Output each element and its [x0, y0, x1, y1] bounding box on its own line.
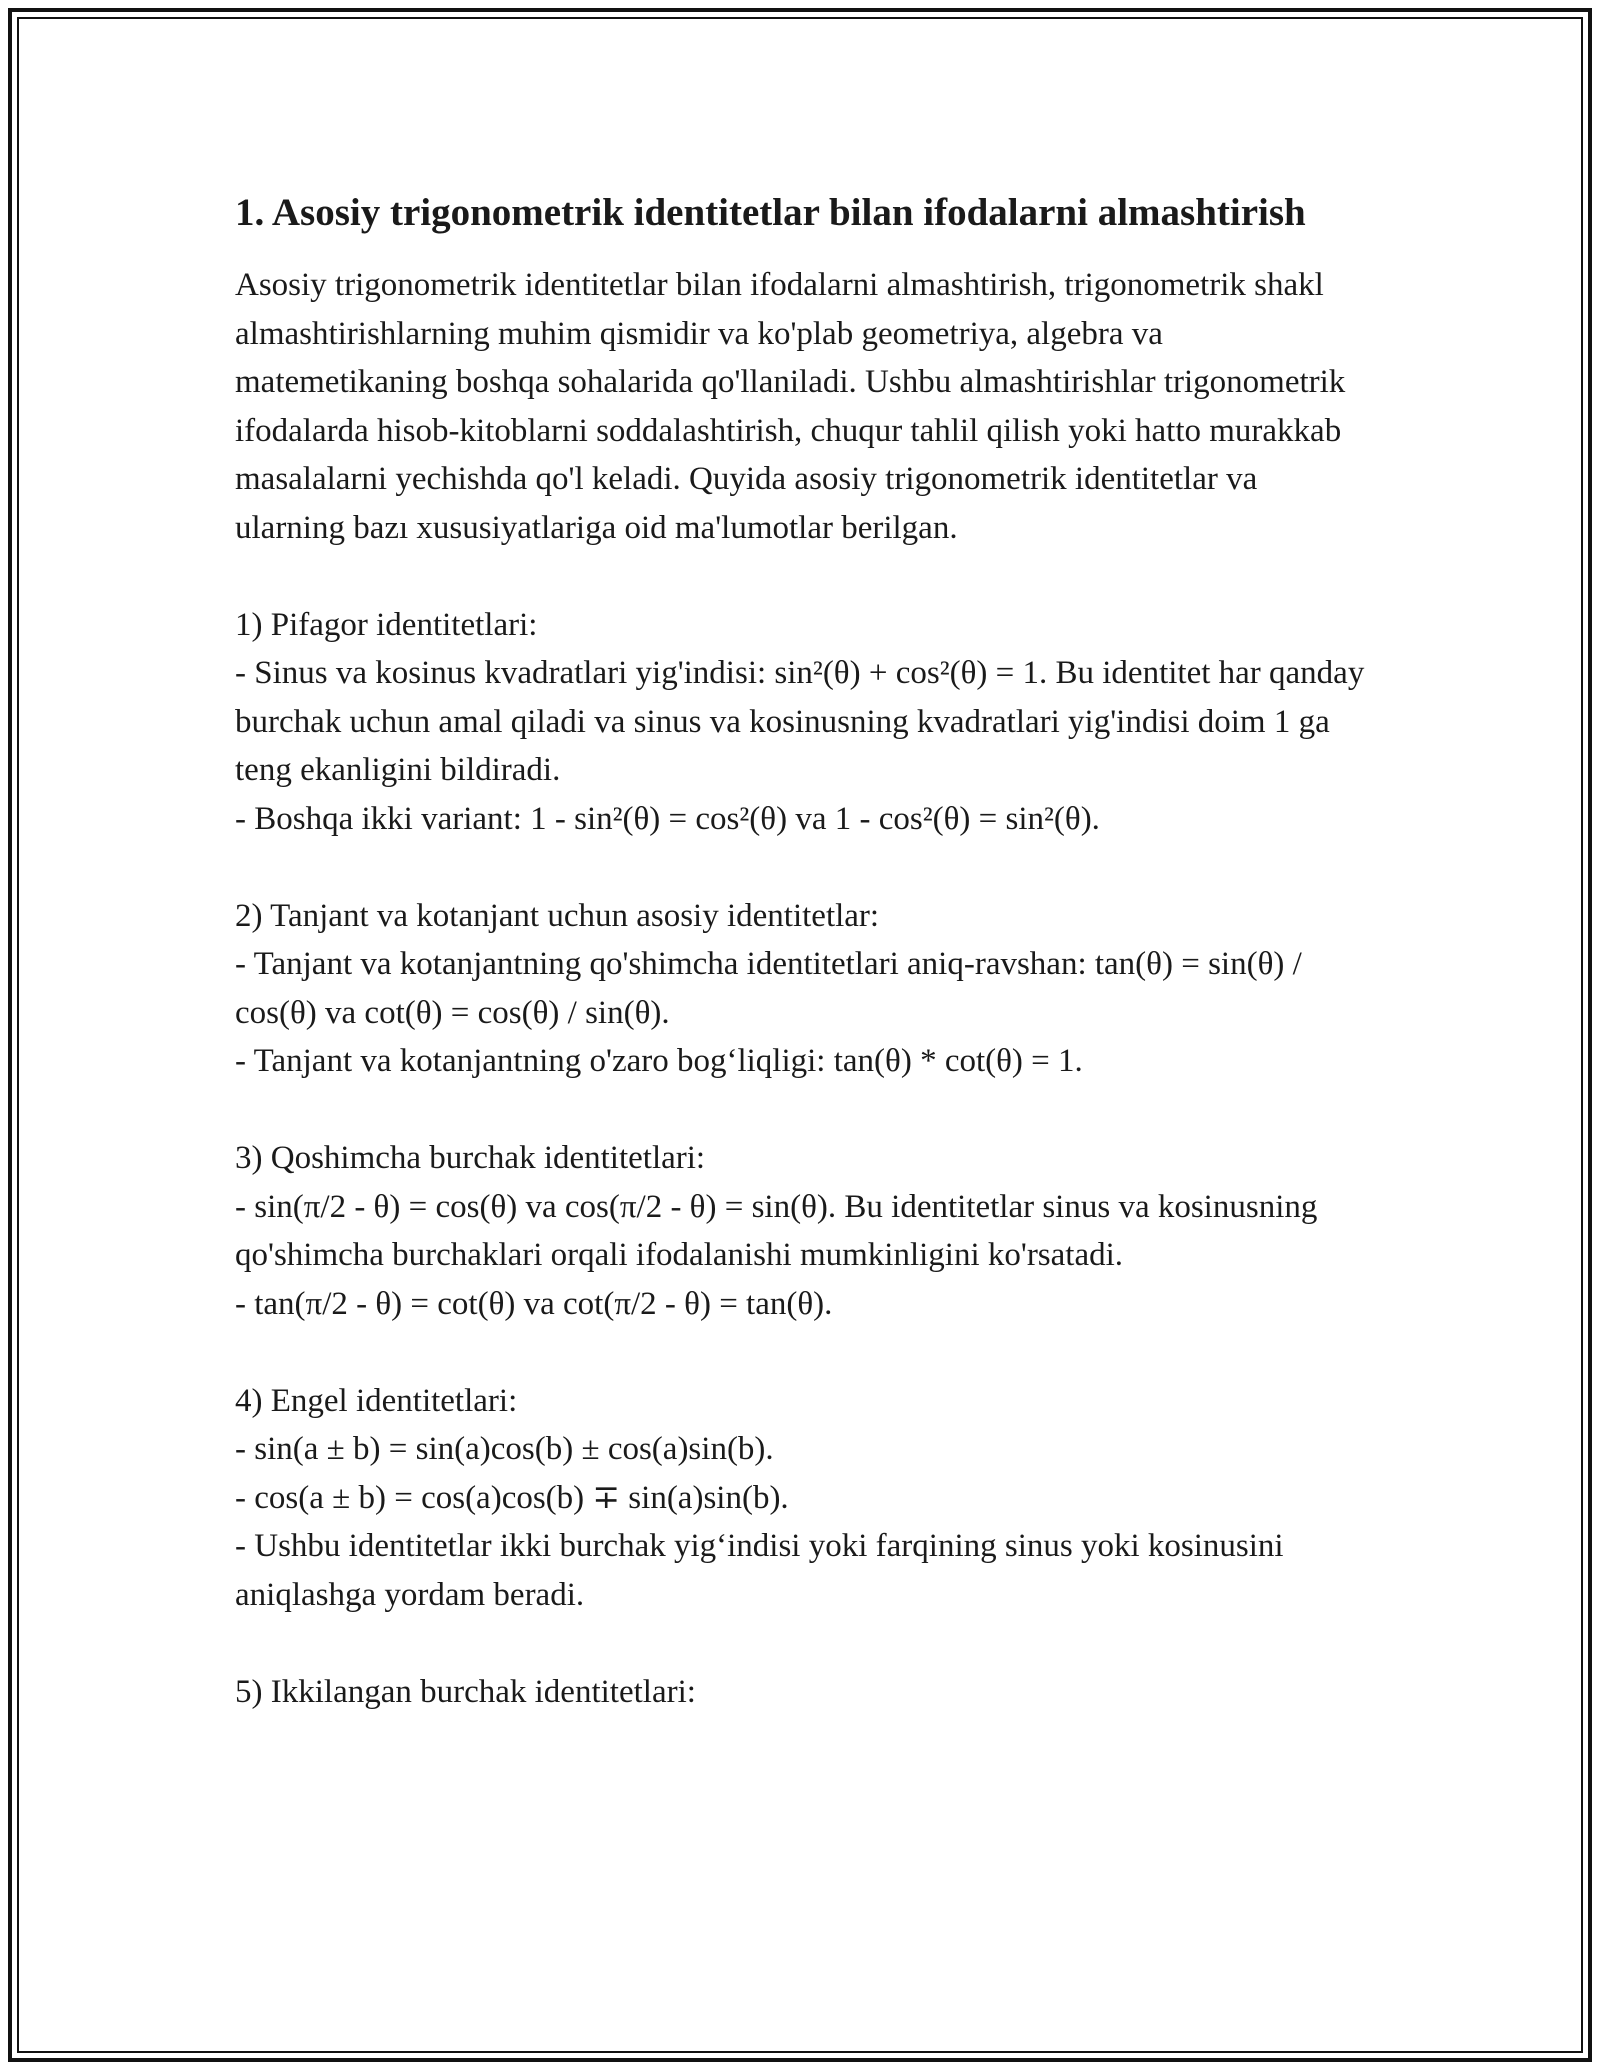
section-heading: 3) Qoshimcha burchak identitetlari: [235, 1140, 706, 1176]
section-heading: 1) Pifagor identitetlari: [235, 606, 538, 643]
paragraph-spacer [235, 843, 1370, 892]
section-line: - Sinus va kosinus kvadratlari yig'indisi: sin²(θ) + cos²(θ) = 1. Bu identitet har qanday burchak uchun amal qiladi va sinus va kosinusning kvadratlari yig'indisi doim 1 ga teng ekanligini bildiradi. [235, 655, 1365, 788]
section-tanjant [235, 892, 1370, 1086]
section-heading: 4) Engel identitetlari: [235, 1382, 518, 1419]
paragraph-spacer [235, 1086, 1370, 1135]
paragraph-spacer [235, 1619, 1370, 1668]
section-title: 1. Asosiy trigonometrik identitetlar bilan ifodalarni almashtirish [235, 191, 1306, 234]
section-pifagor [235, 601, 1370, 844]
section-line: - Tanjant va kotanjantning qo'shimcha identitetlari aniq-ravshan: tan(θ) = sin(θ) / cos(θ) va cot(θ) = cos(θ) / sin(θ). [235, 946, 1302, 1031]
section-line: - sin(a ± b) = sin(a)cos(b) ± cos(a)sin(b). [235, 1431, 774, 1467]
section-engel [235, 1377, 1370, 1620]
section-line: - sin(π/2 - θ) = cos(θ) va cos(π/2 - θ) = sin(θ). Bu identitetlar sinus va kosinusning qo'shimcha burchaklari orqali ifodalanishi mumkinligini ko'rsatadi. [235, 1188, 1318, 1273]
section-line: - Boshqa ikki variant: 1 - sin²(θ) = cos²(θ) va 1 - cos²(θ) = sin²(θ). [235, 800, 1100, 837]
section-qoshimcha [235, 1134, 1370, 1328]
paragraph-spacer [235, 552, 1370, 601]
section-line: - cos(a ± b) = cos(a)cos(b) ∓ sin(a)sin(b). [235, 1479, 789, 1516]
section-line: - Ushbu identitetlar ikki burchak yig‘indisi yoki farqining sinus yoki kosinusini aniqlashga yordam beradi. [235, 1528, 1284, 1613]
document-body [235, 186, 1370, 1716]
section-ikkilangan [235, 1668, 1370, 1717]
intro-paragraph: Asosiy trigonometrik identitetlar bilan ifodalarni almashtirish, trigonometrik shakl almashtirishlarning muhim qismidir va ko'plab geometriya, algebra va matemetikaning boshqa sohalarida qo'llaniladi. Ushbu almashtirishlar trigonometrik ifodalarda hisob-kitoblarni soddalashtirish, chuqur tahlil qilish yoki hatto murakkab masalalarni yechishda qo'l keladi. Quyida asosiy trigonometrik identitetlar va ularning bazı xususiyatlariga oid ma'lumotlar berilgan. [235, 267, 1346, 546]
section-line: - Tanjant va kotanjantning o'zaro bog‘liqligi: tan(θ) * cot(θ) = 1. [235, 1043, 1083, 1079]
section-heading: 5) Ikkilangan burchak identitetlari: [235, 1673, 696, 1710]
section-line: - tan(π/2 - θ) = cot(θ) va cot(π/2 - θ) = tan(θ). [235, 1285, 833, 1322]
paragraph-spacer [235, 1328, 1370, 1377]
section-heading: 2) Tanjant va kotanjant uchun asosiy identitetlar: [235, 897, 880, 934]
